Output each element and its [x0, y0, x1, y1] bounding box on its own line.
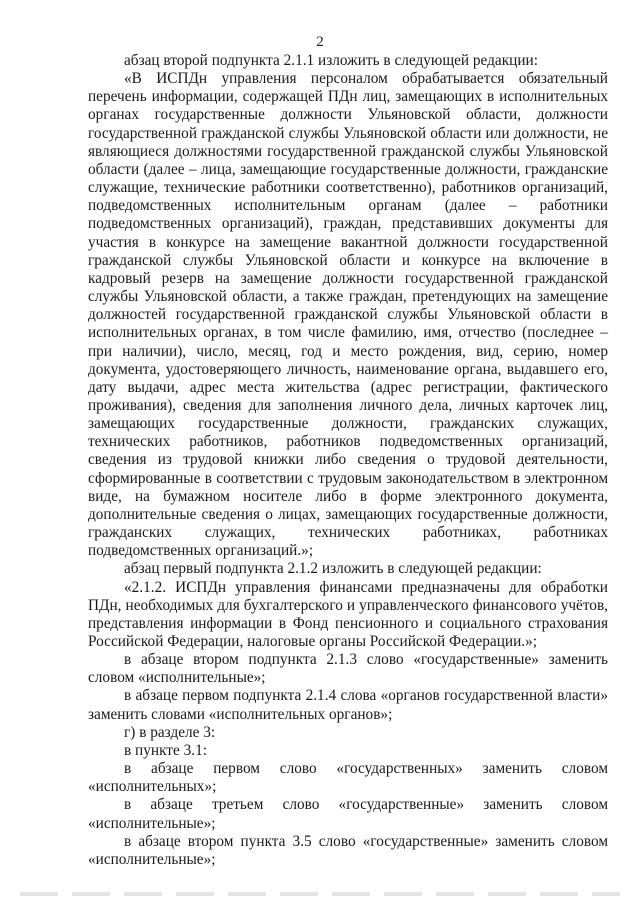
- document-body: [88, 52, 608, 869]
- paragraph: «В ИСПДн управления персоналом обрабатывается обязательный перечень информации, содержащей ПДн лиц, замещающих в исполнительных органах государственные должности Ульяновской области, должности государственной гражданской службы Ульяновской области или должности, не являющиеся должностями государственной гражданской службы Ульяновской области (далее – лица, замещающие государственные должности, гражданские служащие, технические работники соответственно), работников организаций, подведомственных исполнительным органам (далее – работники подведомственных организаций), граждан, представивших документы для участия в конкурсе на замещение вакантной должности государственной гражданской службы Ульяновской области и конкурсе на включение в кадровый резерв на замещение должности государственной гражданской службы Ульяновской области, а также граждан, претендующих на замещение должностей государственной гражданской службы Ульяновской области в исполнительных органах, в том числе фамилию, имя, отчество (последнее – при наличии), число, месяц, год и место рождения, вид, серию, номер документа, удостоверяющего личность, наименование органа, выдавшего его, дату выдачи, адрес места жительства (адрес регистрации, фактического проживания), сведения для заполнения личного дела, личных карточек лиц, замещающих государственные должности, гражданских служащих, технических работников, работников подведомственных организаций, сведения из трудовой книжки либо сведения о трудовой деятельности, сформированные в соответствии с трудовым законодательством в электронном виде, на бумажном носителе либо в форме электронного документа, дополнительные сведения о лицах, замещающих государственные должности, гражданских служащих, технических работниках, работниках подведомственных организаций.»;: [88, 70, 608, 560]
- paragraph: «2.1.2. ИСПДн управления финансами предназначены для обработки ПДн, необходимых для бухгалтерского и управленческого финансового учётов, представления информации в Фонд пенсионного и социального страхования Российской Федерации, налоговые органы Российской Федерации.»;: [88, 578, 608, 650]
- paragraph: в пункте 3.1:: [124, 741, 207, 759]
- paragraph: в абзаце втором подпункта 2.1.3 слово «государственные» заменить словом «исполнительные»;: [88, 651, 608, 687]
- paragraph: в абзаце втором пункта 3.5 слово «государственные» заменить словом «исполнительные»;: [88, 832, 608, 868]
- scan-bottom-edge: [20, 892, 620, 896]
- paragraph: абзац первый подпункта 2.1.2 изложить в следующей редакции:: [124, 560, 542, 578]
- paragraph: в абзаце третьем слово «государственные» заменить словом «исполнительные»;: [88, 796, 608, 832]
- paragraph: в абзаце первом слово «государственных» заменить словом «исполнительных»;: [88, 760, 608, 796]
- paragraph: абзац второй подпункта 2.1.1 изложить в следующей редакции:: [124, 52, 538, 69]
- page-number: 2: [316, 34, 324, 50]
- paragraph: в абзаце первом подпункта 2.1.4 слова «органов государственной власти» заменить словами «исполнительных органов»;: [88, 687, 608, 723]
- paragraph: г) в разделе 3:: [124, 723, 216, 741]
